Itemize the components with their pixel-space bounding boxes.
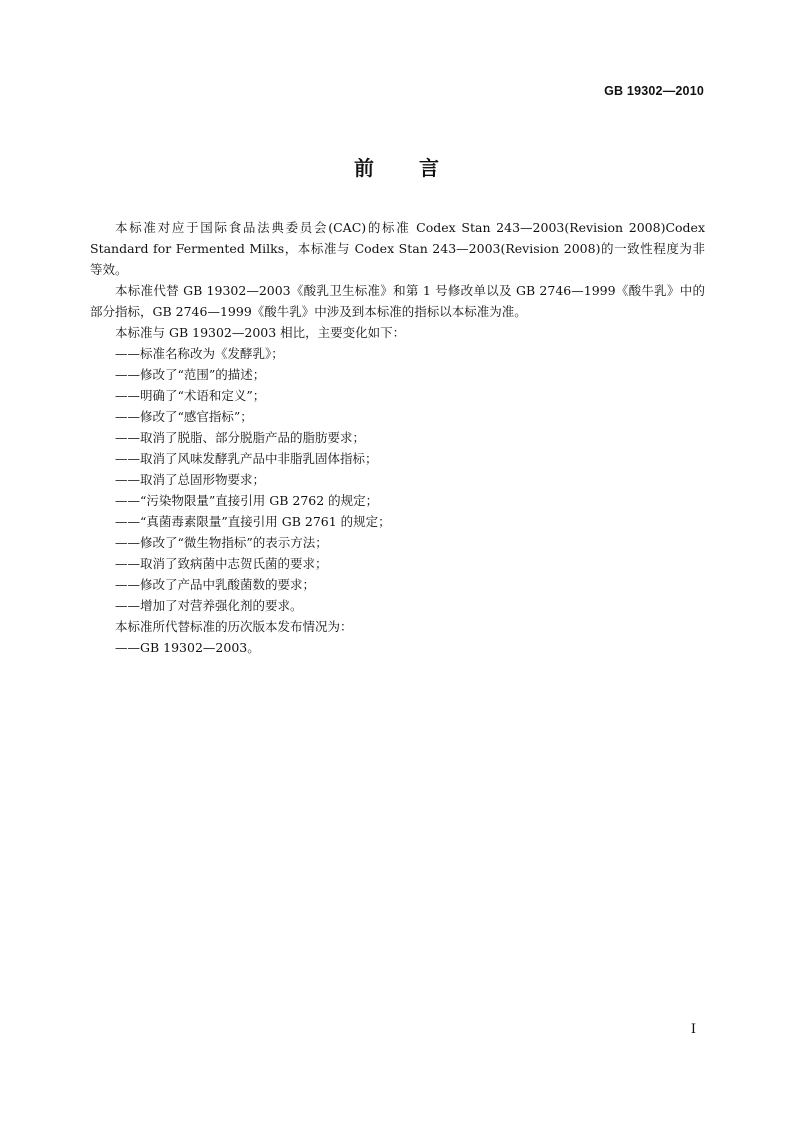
change-item: ——取消了致病菌中志贺氏菌的要求； — [115, 556, 328, 571]
page-title-char-2: 言 — [419, 156, 440, 180]
document-code: GB 19302—2010 — [604, 84, 704, 98]
change-item: ——修改了产品中乳酸菌数的要求； — [115, 577, 316, 592]
change-item: ——明确了“术语和定义”； — [115, 388, 266, 403]
foreword-body — [90, 217, 705, 658]
change-item: ——取消了风味发酵乳产品中非脂乳固体指标； — [115, 451, 378, 466]
change-item: ——“污染物限量”直接引用 GB 2762 的规定； — [115, 493, 379, 508]
page-number: I — [690, 1022, 696, 1037]
change-item: ——“真菌毒素限量”直接引用 GB 2761 的规定； — [115, 514, 391, 529]
change-item: ——取消了总固形物要求； — [115, 472, 266, 487]
history-item: ——GB 19302—2003。 — [115, 640, 260, 655]
history-list — [90, 637, 705, 658]
page-title-char-1: 前 — [354, 156, 375, 180]
paragraph-history-intro: 本标准所代替标准的历次版本发布情况为： — [115, 619, 353, 634]
paragraph-changes-intro: 本标准与 GB 19302—2003 相比，主要变化如下： — [115, 325, 406, 340]
paragraph-correspondence: 本标准对应于国际食品法典委员会(CAC)的标准 Codex Stan 243—2003(Revision 2008)Codex Standard for Fermented Milks，本标准与 Codex Stan 243—2003(Revision 2008)的一致性程度为非等效。 — [90, 220, 705, 277]
change-item: ——修改了“感官指标”； — [115, 409, 253, 424]
changes-list — [90, 343, 705, 616]
change-item: ——标准名称改为《发酵乳》； — [115, 346, 284, 361]
change-item: ——修改了“范围”的描述； — [115, 367, 266, 382]
change-item: ——增加了对营养强化剂的要求。 — [115, 598, 303, 613]
page-title — [0, 152, 794, 181]
change-item: ——取消了脱脂、部分脱脂产品的脂肪要求； — [115, 430, 366, 445]
paragraph-replacement: 本标准代替 GB 19302—2003《酸乳卫生标准》和第 1 号修改单以及 GB 2746—1999《酸牛乳》中的部分指标，GB 2746—1999《酸牛乳》中涉及到本标准的指标以本标准为准。 — [90, 283, 705, 319]
change-item: ——修改了“微生物指标”的表示方法； — [115, 535, 328, 550]
